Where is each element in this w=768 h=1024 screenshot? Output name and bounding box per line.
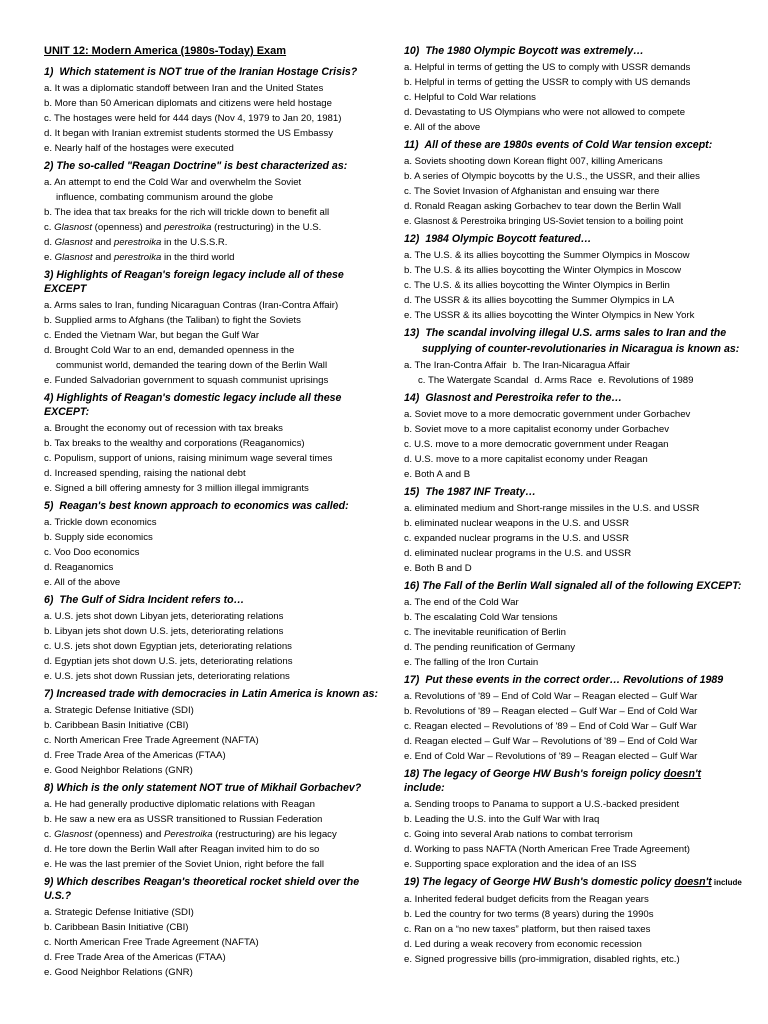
q17-option-e: e. End of Cold War – Revolutions of '89 – Reagan elected – Gulf War — [404, 751, 698, 762]
q5-option-e: e. All of the above — [44, 577, 121, 588]
q17-option-b: b. Revolutions of '89 – Reagan elected – Gulf War – End of Cold War — [404, 706, 698, 717]
question-2 — [44, 159, 380, 265]
q18-option-d: d. Working to pass NAFTA (North American Free Trade Agreement) — [404, 844, 690, 855]
q4-option-c: c. Populism, support of unions, raising minimum wage several times — [44, 453, 333, 464]
q2-option-c: c. Glasnost (openness) and perestroika (restructuring) in the U.S. — [44, 222, 322, 233]
q14-option-e: e. Both A and B — [404, 469, 471, 480]
q14-option-b: b. Soviet move to a more capitalist economy under Gorbachev — [404, 424, 670, 435]
q18-option-b: b. Leading the U.S. into the Gulf War with Iraq — [404, 814, 600, 825]
q13-option-d: d. Arms Race — [534, 375, 592, 386]
question-2-prompt: 2) The so-called "Reagan Doctrine" is best characterized as: — [44, 160, 348, 172]
q17-option-d: d. Reagan elected – Gulf War – Revolutions of '89 – End of Cold War — [404, 736, 698, 747]
q17-option-c: c. Reagan elected – Revolutions of '89 – End of Cold War – Gulf War — [404, 721, 697, 732]
q16-option-b: b. The escalating Cold War tensions — [404, 612, 558, 623]
q19-option-e: e. Signed progressive bills (pro-immigration, disabled rights, etc.) — [404, 954, 680, 965]
q3-option-b: b. Supplied arms to Afghans (the Taliban) to fight the Soviets — [44, 315, 301, 326]
question-6-prompt: 6) The Gulf of Sidra Incident refers to… — [44, 594, 245, 606]
q15-option-c: c. expanded nuclear programs in the U.S. and USSR — [404, 533, 630, 544]
q3-option-d-continued: communist world, demanded the tearing down of the Berlin Wall — [56, 360, 328, 371]
q9-option-b: b. Caribbean Basin Initiative (CBI) — [44, 922, 189, 933]
question-11-prompt: 11) All of these are 1980s events of Cold War tension except: — [404, 139, 713, 151]
q13-option-b: b. The Iran-Nicaragua Affair — [512, 360, 631, 371]
left-column — [44, 44, 380, 983]
q10-option-e: e. All of the above — [404, 122, 481, 133]
question-14 — [404, 391, 744, 482]
q2-option-a-continued: influence, combating communism around the globe — [56, 192, 274, 203]
q11-option-e: e. Glasnost & Perestroika bringing US-Soviet tension to a boiling point — [404, 216, 684, 226]
question-16-prompt: 16) The Fall of the Berlin Wall signaled all of the following EXCEPT: — [404, 580, 742, 592]
q2-option-e: e. Glasnost and perestroika in the third world — [44, 252, 235, 263]
q8-option-a: a. He had generally productive diplomatic relations with Reagan — [44, 799, 315, 810]
q13-option-e: e. Revolutions of 1989 — [597, 375, 694, 386]
q3-option-c: c. Ended the Vietnam War, but began the Gulf War — [44, 330, 260, 341]
q4-option-b: b. Tax breaks to the wealthy and corporations (Reaganomics) — [44, 438, 305, 449]
question-12-prompt: 12) 1984 Olympic Boycott featured… — [404, 233, 592, 245]
q12-option-b: b. The U.S. & its allies boycotting the Winter Olympics in Moscow — [404, 265, 682, 276]
q5-option-c: c. Voo Doo economics — [44, 547, 140, 558]
q3-option-a: a. Arms sales to Iran, funding Nicaraguan Contras (Iran-Contra Affair) — [44, 300, 339, 311]
q12-option-c: c. The U.S. & its allies boycotting the Winter Olympics in Berlin — [404, 280, 670, 291]
q1-option-a: a. It was a diplomatic standoff between Iran and the United States — [44, 83, 324, 94]
q8-option-d: d. He tore down the Berlin Wall after Reagan invited him to do so — [44, 844, 320, 855]
question-12 — [404, 232, 744, 323]
q4-option-d: d. Increased spending, raising the national debt — [44, 468, 246, 479]
q15-option-d: d. eliminated nuclear programs in the U.S. and USSR — [404, 548, 632, 559]
q8-option-c: c. Glasnost (openness) and Perestroika (restructuring) are his legacy — [44, 829, 337, 840]
question-18-prompt: 18) The legacy of George HW Bush's foreign policy doesn't include: — [404, 768, 702, 794]
q6-option-c: c. U.S. jets shot down Egyptian jets, deteriorating relations — [44, 641, 292, 652]
q7-option-e: e. Good Neighbor Relations (GNR) — [44, 765, 193, 776]
question-1 — [44, 65, 380, 156]
q1-option-e: e. Nearly half of the hostages were executed — [44, 143, 234, 154]
question-13-prompt: 13) The scandal involving illegal U.S. arms sales to Iran and the — [404, 327, 727, 339]
q19-option-b: b. Led the country for two terms (8 years) during the 1990s — [404, 909, 654, 920]
q19-option-a: a. Inherited federal budget deficits from the Reagan years — [404, 894, 649, 905]
q9-option-e: e. Good Neighbor Relations (GNR) — [44, 967, 193, 978]
q7-option-b: b. Caribbean Basin Initiative (CBI) — [44, 720, 189, 731]
q16-option-d: d. The pending reunification of Germany — [404, 642, 576, 653]
q14-option-c: c. U.S. move to a more democratic government under Reagan — [404, 439, 669, 450]
q5-option-a: a. Trickle down economics — [44, 517, 157, 528]
q18-option-c: c. Going into several Arab nations to combat terrorism — [404, 829, 633, 840]
question-8 — [44, 781, 380, 872]
question-4-prompt: 4) Highlights of Reagan's domestic legacy include all these EXCEPT: — [44, 392, 342, 418]
q4-option-a: a. Brought the economy out of recession with tax breaks — [44, 423, 283, 434]
question-3-prompt: 3) Highlights of Reagan's foreign legacy include all of these EXCEPT — [44, 269, 344, 295]
q18-option-e: e. Supporting space exploration and the idea of an ISS — [404, 859, 637, 870]
question-9 — [44, 875, 380, 980]
q14-option-a: a. Soviet move to a more democratic government under Gorbachev — [404, 409, 691, 420]
q13-option-a: a. The Iran-Contra Affair — [404, 360, 507, 371]
question-3 — [44, 268, 380, 388]
q8-option-e: e. He was the last premier of the Soviet Union, right before the fall — [44, 859, 324, 870]
q10-option-d: d. Devastating to US Olympians who were not allowed to compete — [404, 107, 686, 118]
question-15 — [404, 485, 744, 576]
question-1-prompt: 1) Which statement is NOT true of the Iranian Hostage Crisis? — [44, 66, 358, 78]
q12-option-e: e. The USSR & its allies boycotting the Winter Olympics in New York — [404, 310, 695, 321]
q5-option-d: d. Reaganomics — [44, 562, 114, 573]
question-17 — [404, 673, 744, 764]
q9-option-c: c. North American Free Trade Agreement (NAFTA) — [44, 937, 259, 948]
q7-option-d: d. Free Trade Area of the Americas (FTAA) — [44, 750, 226, 761]
question-13-prompt-continued: supplying of counter-revolutionaries in Nicaragua is known as: — [422, 343, 740, 355]
q7-option-a: a. Strategic Defense Initiative (SDI) — [44, 705, 194, 716]
question-13 — [404, 326, 744, 388]
q13-options-row-2 — [404, 373, 744, 388]
q16-option-a: a. The end of the Cold War — [404, 597, 519, 608]
q10-option-c: c. Helpful to Cold War relations — [404, 92, 536, 103]
q5-option-b: b. Supply side economics — [44, 532, 153, 543]
q4-option-e: e. Signed a bill offering amnesty for 3 million illegal immigrants — [44, 483, 309, 494]
question-7-prompt: 7) Increased trade with democracies in Latin America is known as: — [44, 688, 379, 700]
question-19-prompt: 19) The legacy of George HW Bush's domestic policy doesn't include — [404, 876, 742, 888]
q15-option-b: b. eliminated nuclear weapons in the U.S. and USSR — [404, 518, 630, 529]
q6-option-a: a. U.S. jets shot down Libyan jets, deteriorating relations — [44, 611, 284, 622]
q8-option-b: b. He saw a new era as USSR transitioned to Russian Federation — [44, 814, 323, 825]
q14-option-d: d. U.S. move to a more capitalist economy under Reagan — [404, 454, 648, 465]
question-6 — [44, 593, 380, 684]
q13-options-row-1 — [404, 358, 744, 373]
q17-option-a: a. Revolutions of '89 – End of Cold War – Reagan elected – Gulf War — [404, 691, 698, 702]
q1-option-d: d. It began with Iranian extremist students stormed the US Embassy — [44, 128, 334, 139]
q11-option-b: b. A series of Olympic boycotts by the U.S., the USSR, and their allies — [404, 171, 700, 182]
exam-title: UNIT 12: Modern America (1980s-Today) Exam — [44, 45, 287, 57]
q6-option-e: e. U.S. jets shot down Russian jets, deteriorating relations — [44, 671, 290, 682]
q7-option-c: c. North American Free Trade Agreement (NAFTA) — [44, 735, 259, 746]
q1-option-c: c. The hostages were held for 444 days (Nov 4, 1979 to Jan 20, 1981) — [44, 113, 342, 124]
question-14-prompt: 14) Glasnost and Perestroika refer to the… — [404, 392, 622, 404]
q19-option-d: d. Led during a weak recovery from economic recession — [404, 939, 642, 950]
q11-option-c: c. The Soviet Invasion of Afghanistan and ensuing war there — [404, 186, 660, 197]
q6-option-b: b. Libyan jets shot down U.S. jets, deteriorating relations — [44, 626, 284, 637]
q2-option-d: d. Glasnost and perestroika in the U.S.S.R. — [44, 237, 228, 248]
question-19 — [404, 875, 744, 967]
question-11 — [404, 138, 744, 229]
question-8-prompt: 8) Which is the only statement NOT true of Mikhail Gorbachev? — [44, 782, 362, 794]
q11-option-d: d. Ronald Reagan asking Gorbachev to tear down the Berlin Wall — [404, 201, 681, 212]
question-9-prompt: 9) Which describes Reagan's theoretical rocket shield over the U.S.? — [44, 876, 360, 902]
q11-option-a: a. Soviets shooting down Korean flight 007, killing Americans — [404, 156, 663, 167]
question-15-prompt: 15) The 1987 INF Treaty… — [404, 486, 536, 498]
q15-option-e: e. Both B and D — [404, 563, 472, 574]
question-10 — [404, 44, 744, 135]
q12-option-d: d. The USSR & its allies boycotting the Summer Olympics in LA — [404, 295, 675, 306]
q3-option-e: e. Funded Salvadorian government to squash communist uprisings — [44, 375, 329, 386]
q12-option-a: a. The U.S. & its allies boycotting the Summer Olympics in Moscow — [404, 250, 690, 261]
question-5 — [44, 499, 380, 590]
right-column — [404, 44, 744, 970]
q16-option-e: e. The falling of the Iron Curtain — [404, 657, 539, 668]
question-17-prompt: 17) Put these events in the correct order… Revolutions of 1989 — [404, 674, 724, 686]
question-5-prompt: 5) Reagan's best known approach to economics was called: — [44, 500, 349, 512]
q3-option-d: d. Brought Cold War to an end, demanded openness in the — [44, 345, 295, 356]
q15-option-a: a. eliminated medium and Short-range missiles in the U.S. and USSR — [404, 503, 700, 514]
question-16 — [404, 579, 744, 670]
q9-option-a: a. Strategic Defense Initiative (SDI) — [44, 907, 194, 918]
q13-option-c: c. The Watergate Scandal — [418, 375, 529, 386]
question-7 — [44, 687, 380, 778]
q6-option-d: d. Egyptian jets shot down U.S. jets, deteriorating relations — [44, 656, 293, 667]
q19-option-c: c. Ran on a “no new taxes” platform, but then raised taxes — [404, 924, 651, 935]
question-10-prompt: 10) The 1980 Olympic Boycott was extremely… — [404, 45, 644, 57]
q9-option-d: d. Free Trade Area of the Americas (FTAA) — [44, 952, 226, 963]
question-18 — [404, 767, 744, 872]
q2-option-a: a. An attempt to end the Cold War and overwhelm the Soviet — [44, 177, 302, 188]
q10-option-b: b. Helpful in terms of getting the USSR to comply with US demands — [404, 77, 691, 88]
q2-option-b: b. The idea that tax breaks for the rich will trickle down to benefit all — [44, 207, 330, 218]
q1-option-b: b. More than 50 American diplomats and citizens were held hostage — [44, 98, 332, 109]
q18-option-a: a. Sending troops to Panama to support a U.S.-backed president — [404, 799, 680, 810]
question-4 — [44, 391, 380, 496]
q16-option-c: c. The inevitable reunification of Berlin — [404, 627, 566, 638]
q10-option-a: a. Helpful in terms of getting the US to comply with USSR demands — [404, 62, 691, 73]
